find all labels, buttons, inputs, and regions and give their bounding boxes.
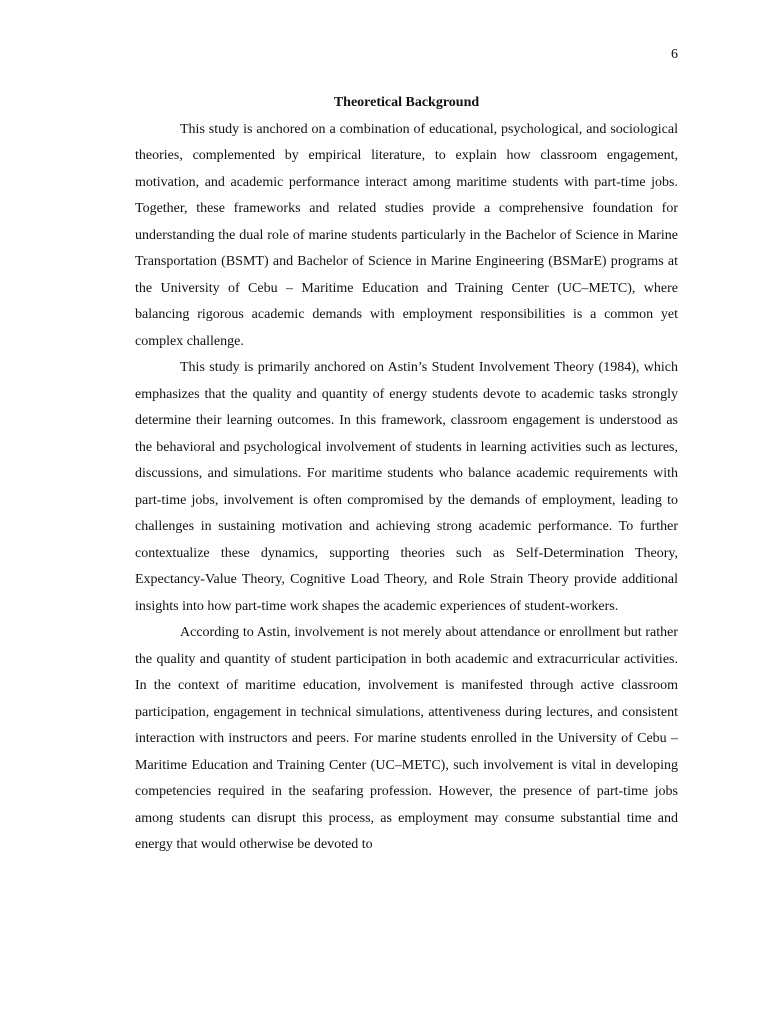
paragraph-2: This study is primarily anchored on Astin’s Student Involvement Theory (1984), which emphasizes that the quality and quantity of energy students devote to academic tasks strongly determine their learning outcomes. In this framework, classroom engagement is understood as the behavioral and psychological involvement of students in learning activities such as lectures, discussions, and simulations. For maritime students who balance academic requirements with part-time jobs, involvement is often compromised by the demands of employment, leading to challenges in sustaining motivation and achieving strong academic performance. To further contextualize these dynamics, supporting theories such as Self-Determination Theory, Expectancy-Value Theory, Cognitive Load Theory, and Role Strain Theory provide additional insights into how part-time work shapes the academic experiences of student-workers. <box>135 360 678 614</box>
page-number: 6 <box>671 47 678 62</box>
paragraph-3: According to Astin, involvement is not merely about attendance or enrollment but rather the quality and quantity of student participation in both academic and extracurricular activities. In the context of maritime education, involvement is manifested through active classroom participation, engagement in technical simulations, attentiveness during lectures, and consistent interaction with instructors and peers. For marine students enrolled in the University of Cebu – Maritime Education and Training Center (UC–METC), such involvement is vital in developing competencies required in the seafaring profession. However, the presence of part-time jobs among students can disrupt this process, as employment may consume substantial time and energy that would otherwise be devoted to <box>135 625 678 852</box>
paragraph-1: This study is anchored on a combination of educational, psychological, and sociological theories, complemented by empirical literature, to explain how classroom engagement, motivation, and academic performance interact among maritime students with part-time jobs. Together, these frameworks and related studies provide a comprehensive foundation for understanding the dual role of marine students particularly in the Bachelor of Science in Marine Transportation (BSMT) and Bachelor of Science in Marine Engineering (BSMarE) programs at the University of Cebu – Maritime Education and Training Center (UC–METC), where balancing rigorous academic demands with employment responsibilities is a common yet complex challenge. <box>135 121 678 349</box>
section-heading: Theoretical Background <box>333 95 480 110</box>
document-body <box>135 90 678 859</box>
